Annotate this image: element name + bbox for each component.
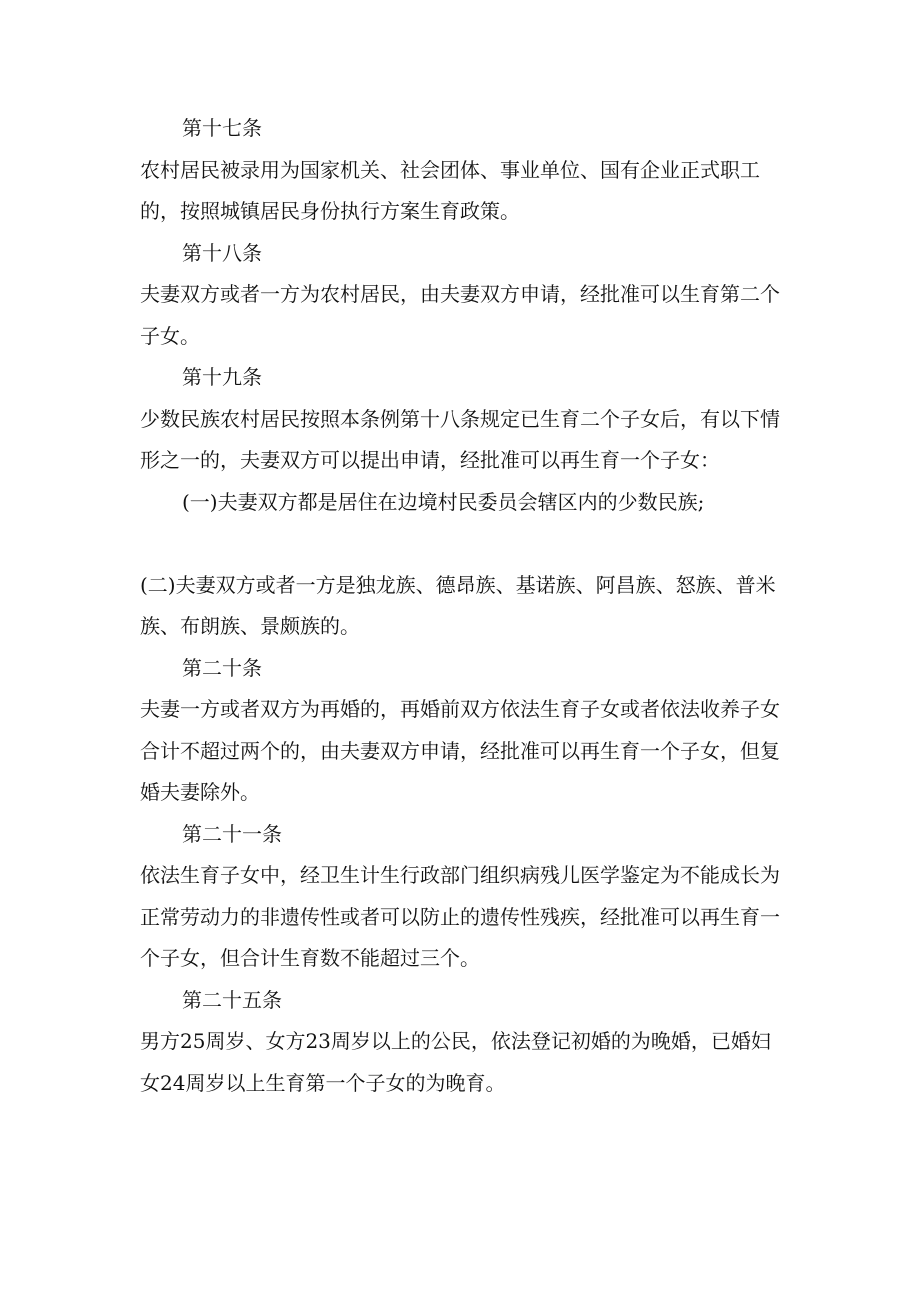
article-18-heading: 第十八条 xyxy=(182,240,262,265)
article-21-heading: 第二十一条 xyxy=(182,821,282,846)
article-25-text: 男方25周岁、女方23周岁以上的公民，依法登记初婚的为晚婚，已婚妇女24周岁以上生育第一个子女的为晚育。 xyxy=(140,1029,771,1095)
article-17-text: 农村居民被录用为国家机关、社会团体、事业单位、国有企业正式职工的，按照城镇居民身份执行方案生育政策。 xyxy=(140,157,760,223)
article-25-heading: 第二十五条 xyxy=(182,987,282,1012)
article-20-text: 夫妻一方或者双方为再婚的，再婚前双方依法生育子女或者依法收养子女合计不超过两个的，由夫妻双方申请，经批准可以再生育一个子女，但复婚夫妻除外。 xyxy=(140,697,780,804)
article-19-item-2: (二)夫妻双方或者一方是独龙族、德昂族、基诺族、阿昌族、怒族、普米族、布朗族、景颇族的。 xyxy=(140,572,776,638)
article-18-text: 夫妻双方或者一方为农村居民，由夫妻双方申请，经批准可以生育第二个子女。 xyxy=(140,282,780,348)
article-21-text: 依法生育子女中，经卫生计生行政部门组织病残儿医学鉴定为不能成长为正常劳动力的非遗传性或者可以防止的遗传性残疾，经批准可以再生育一个子女，但合计生育数不能超过三个。 xyxy=(140,863,780,970)
article-19-text: 少数民族农村居民按照本条例第十八条规定已生育二个子女后，有以下情形之一的，夫妻双方可以提出申请，经批准可以再生育一个子女： xyxy=(140,406,780,472)
document-content xyxy=(140,108,780,1104)
article-20-heading: 第二十条 xyxy=(182,655,262,680)
article-19-item-1: (一)夫妻双方都是居住在边境村民委员会辖区内的少数民族; xyxy=(182,489,705,514)
article-17-heading: 第十七条 xyxy=(182,116,262,140)
article-19-heading: 第十九条 xyxy=(182,365,262,389)
